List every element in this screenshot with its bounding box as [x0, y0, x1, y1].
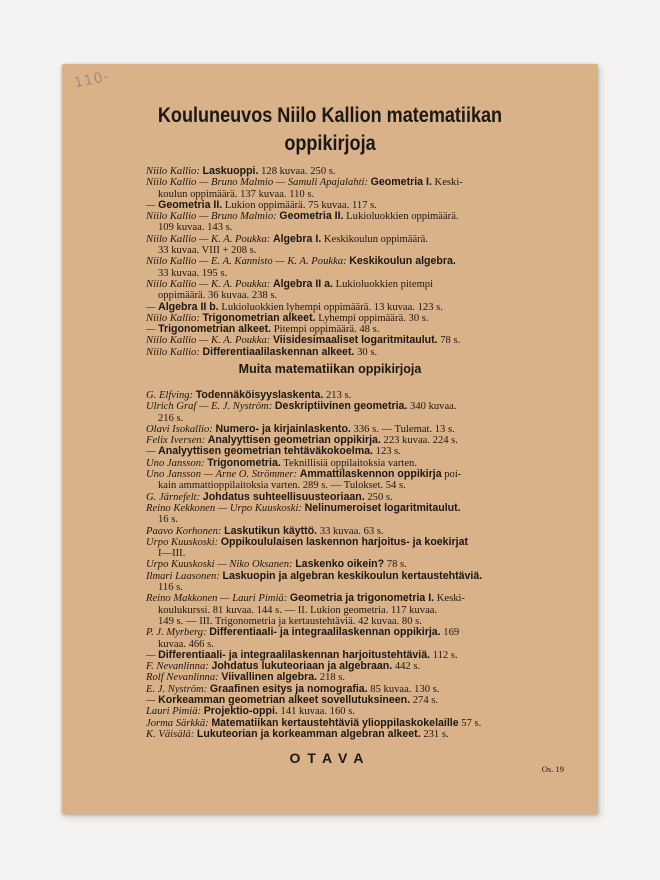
- section-heading: Muita matematiikan oppikirjoja: [238, 362, 422, 376]
- list-entry: [146, 413, 586, 424]
- publisher-name: OTAVA: [289, 750, 371, 766]
- other-book-list: [146, 390, 586, 740]
- entry-author: Olavi Isokallio:: [146, 423, 213, 435]
- entry-details: poi-: [444, 469, 462, 481]
- entry-author: K. Väisälä:: [146, 728, 195, 740]
- entry-details: 112 s.: [432, 649, 458, 661]
- list-entry: [146, 401, 586, 412]
- entry-author: —: [146, 649, 156, 661]
- entry-continuation: 109 kuvaa. 143 s.: [158, 222, 233, 234]
- list-entry: [146, 627, 586, 638]
- list-entry: [146, 571, 586, 582]
- entry-author: Uno Jansson — Arne O. Strömmer:: [146, 469, 298, 481]
- entry-author: Niilo Kallio — K. A. Poukka:: [146, 335, 271, 347]
- entry-book-title: Viisidesimaaliset logaritmitaulut.: [272, 334, 438, 347]
- entry-author: G. Järnefelt:: [146, 491, 201, 503]
- entry-details: 123 s.: [375, 446, 401, 458]
- list-entry: [146, 222, 586, 233]
- catalog-code: Os. 19: [541, 764, 564, 774]
- entry-details: 213 s.: [325, 390, 352, 401]
- entry-author: —: [146, 199, 156, 211]
- page-title: [100, 102, 561, 158]
- list-entry: [146, 279, 586, 290]
- entry-author: Niilo Kallio — K. A. Poukka:: [146, 233, 271, 245]
- entry-author: Reino Kekkonen — Urpo Kuuskoski:: [146, 502, 302, 514]
- entry-author: Niilo Kallio — Bruno Malmio:: [146, 211, 277, 223]
- entry-author: Niilo Kallio — K. A. Poukka:: [146, 278, 271, 290]
- list-entry: [146, 503, 586, 514]
- entry-details: 57 s.: [461, 717, 482, 729]
- entry-author: Niilo Kallio:: [146, 166, 200, 177]
- entry-details: 231 s.: [423, 728, 449, 740]
- entry-continuation: 33 kuvaa. VIII + 208 s.: [158, 245, 257, 257]
- entry-details: Keski-: [436, 593, 466, 605]
- entry-author: —: [146, 324, 156, 336]
- entry-author: —: [146, 446, 156, 458]
- entry-book-title: Laskenko oikein?: [295, 558, 385, 571]
- entry-details: 33 kuvaa. 63 s.: [319, 525, 384, 537]
- entry-book-title: Viivallinen algebra.: [221, 671, 318, 684]
- entry-author: F. Nevanlinna:: [146, 661, 209, 673]
- entry-details: 218 s.: [319, 672, 346, 684]
- entry-book-title: Keskikoulun algebra.: [349, 255, 456, 268]
- entry-details: Lukioluokkien oppimäärä.: [346, 211, 459, 223]
- book-back-cover: [62, 64, 598, 814]
- entry-details: 340 kuvaa.: [410, 401, 457, 413]
- entry-book-title: Laskutikun käyttö.: [224, 524, 318, 537]
- entry-author: Ulrich Graf — E. J. Nyström:: [146, 401, 273, 413]
- entry-details: Teknillisiä oppilaitoksia varten.: [283, 457, 417, 469]
- entry-book-title: Differentiaalilaskennan alkeet.: [202, 345, 355, 358]
- entry-details: Lyhempi oppimäärä. 30 s.: [318, 312, 429, 324]
- entry-book-title: Trigonometrian alkeet.: [158, 323, 272, 336]
- entry-continuation: 149 s. — III. Trigonometria ja kertaustehtäviä. 42 kuvaa. 80 s.: [158, 615, 422, 627]
- entry-book-title: Trigonometrian alkeet.: [202, 311, 316, 324]
- list-entry: [146, 661, 586, 672]
- list-entry: [146, 605, 586, 616]
- list-entry: [146, 177, 586, 188]
- entry-details: 169: [443, 627, 460, 639]
- entry-details: Lukioluokkien lyhempi oppimäärä. 13 kuvaa. 123 s.: [221, 301, 443, 313]
- entry-details: 30 s.: [357, 346, 378, 358]
- entry-book-title: Algebra II b.: [158, 300, 219, 313]
- list-entry: [146, 200, 586, 211]
- entry-details: 250 s.: [367, 491, 393, 503]
- entry-details: 442 s.: [394, 661, 421, 673]
- entry-book-title: Geometria II.: [279, 210, 344, 223]
- kallio-book-list: [146, 166, 586, 358]
- entry-book-title: Johdatus lukuteoriaan ja algebraan.: [211, 660, 393, 673]
- list-entry: [146, 593, 586, 604]
- entry-book-title: Differentiaali- ja integraalilaskennan harjoitustehtäviä.: [158, 648, 431, 661]
- entry-continuation: 216 s.: [158, 412, 184, 424]
- entry-book-title: Ammattilaskennon oppikirja: [299, 468, 442, 481]
- entry-author: Urpo Kuuskoski:: [146, 536, 219, 548]
- pencil-mark: 110-: [72, 68, 112, 92]
- entry-book-title: Korkeamman geometrian alkeet sovellutuksineen.: [158, 694, 411, 707]
- entry-details: 223 kuvaa. 224 s.: [383, 435, 458, 447]
- entry-details: 274 s.: [412, 695, 439, 707]
- entry-author: —: [146, 301, 156, 313]
- list-entry: [146, 211, 586, 222]
- entry-book-title: Differentiaali- ja integraalilaskennan oppikirja.: [209, 626, 441, 639]
- entry-author: Paavo Korhonen:: [146, 525, 222, 537]
- entry-continuation: I—III.: [158, 548, 186, 560]
- entry-details: 141 kuvaa. 160 s.: [280, 706, 355, 718]
- entry-details: 78 s.: [386, 559, 407, 571]
- entry-author: P. J. Myrberg:: [146, 627, 207, 639]
- entry-author: Felix Iversen:: [146, 435, 206, 447]
- entry-author: Niilo Kallio — E. A. Kannisto — K. A. Poukka:: [146, 256, 347, 268]
- entry-book-title: Numero- ja kirjainlaskento.: [215, 422, 351, 435]
- entry-book-title: Graafinen esitys ja nomografia.: [209, 682, 368, 695]
- entry-author: —: [146, 695, 156, 707]
- list-entry: [146, 729, 586, 740]
- entry-book-title: Lukuteorian ja korkeamman algebran alkeet.: [196, 727, 421, 740]
- entry-author: G. Elfving:: [146, 390, 194, 401]
- entry-continuation: koulukurssi. 81 kuvaa. 144 s. — II. Lukion geometria. 117 kuvaa.: [158, 604, 438, 616]
- list-entry: [146, 256, 586, 267]
- entry-author: Uno Jansson:: [146, 457, 205, 469]
- entry-details: Keskikoulun oppimäärä.: [323, 233, 429, 245]
- entry-continuation: oppimäärä. 36 kuvaa. 238 s.: [158, 290, 278, 302]
- entry-book-title: Todennäköisyyslaskenta.: [195, 389, 324, 401]
- entry-author: Rolf Nevanlinna:: [146, 672, 219, 684]
- entry-continuation: 16 s.: [158, 514, 179, 526]
- entry-book-title: Laskuopin ja algebran keskikoulun kertaustehtäviä.: [222, 569, 483, 582]
- entry-book-title: Analyyttisen geometrian tehtäväkokoelma.: [158, 445, 373, 458]
- entry-book-title: Laskuoppi.: [202, 165, 259, 177]
- entry-details: Lukioluokkien pitempi: [335, 278, 434, 290]
- entry-book-title: Analyyttisen geometrian oppikirja.: [207, 434, 381, 447]
- entry-author: Niilo Kallio:: [146, 346, 200, 358]
- entry-book-title: Oppikoululaisen laskennon harjoitus- ja koekirjat: [220, 535, 468, 548]
- entry-details: 128 kuvaa. 250 s.: [261, 166, 336, 177]
- entry-details: Lukion oppimäärä. 75 kuvaa. 117 s.: [224, 199, 377, 211]
- entry-author: E. J. Nyström:: [146, 683, 208, 695]
- list-entry: [146, 268, 586, 279]
- entry-book-title: Algebra I.: [272, 232, 322, 245]
- entry-author: Reino Makkonen — Lauri Pimiä:: [146, 593, 288, 605]
- entry-author: Niilo Kallio — Bruno Malmio — Samuli Apajalahti:: [146, 177, 368, 189]
- entry-book-title: Algebra II a.: [272, 277, 333, 290]
- entry-details: 85 kuvaa. 130 s.: [370, 683, 440, 695]
- entry-book-title: Nelinumeroiset logaritmitaulut.: [304, 501, 461, 514]
- entry-details: 336 s. — Tulemat. 13 s.: [353, 423, 455, 435]
- entry-continuation: 116 s.: [158, 582, 183, 594]
- entry-book-title: Deskriptiivinen geometria.: [274, 400, 408, 413]
- entry-book-title: Geometria II.: [158, 198, 223, 211]
- list-entry: [146, 514, 586, 525]
- entry-book-title: Trigonometria.: [207, 456, 281, 469]
- entry-book-title: Geometria I.: [370, 176, 432, 189]
- entry-details: Pitempi oppimäärä. 48 s.: [273, 324, 380, 336]
- entry-details: 78 s.: [440, 335, 461, 347]
- list-entry: [146, 347, 586, 358]
- list-entry: [146, 166, 586, 177]
- entry-author: Niilo Kallio:: [146, 312, 200, 324]
- entry-continuation: 33 kuvaa. 195 s.: [158, 267, 228, 279]
- entry-continuation: kain ammattioppilaitoksia varten. 289 s. — Tulokset. 54 s.: [158, 480, 406, 492]
- entry-details: Keski-: [434, 177, 463, 189]
- title-line-2: oppikirjoja: [284, 132, 376, 155]
- title-line-1: Kouluneuvos Niilo Kallion matematiikan: [157, 104, 503, 127]
- entry-author: Jorma Särkkä:: [146, 717, 209, 729]
- list-entry: [146, 537, 586, 548]
- entry-continuation: koulun oppimäärä. 137 kuvaa. 110 s.: [158, 188, 315, 200]
- entry-book-title: Matematiikan kertaustehtäviä ylioppilaskokelaille: [211, 716, 459, 729]
- entry-author: Ilmari Laasonen:: [146, 570, 220, 582]
- entry-author: Urpo Kuuskoski — Niko Oksanen:: [146, 559, 293, 571]
- entry-book-title: Projektio-oppi.: [203, 705, 278, 718]
- entry-continuation: kuvaa. 466 s.: [158, 638, 214, 650]
- list-entry: [146, 234, 586, 245]
- entry-book-title: Johdatus suhteellisuusteoriaan.: [202, 490, 365, 503]
- entry-author: Lauri Pimiä:: [146, 706, 202, 718]
- list-entry: [146, 469, 586, 480]
- entry-book-title: Geometria ja trigonometria I.: [289, 592, 435, 605]
